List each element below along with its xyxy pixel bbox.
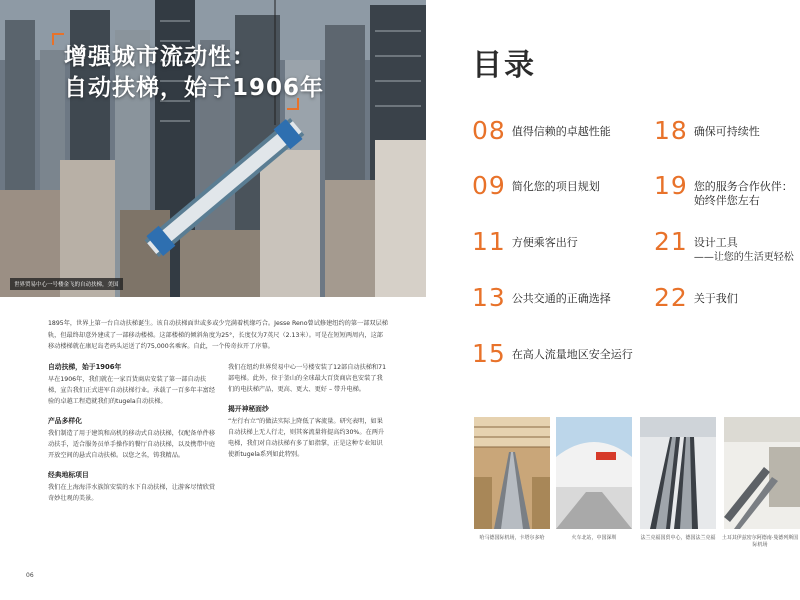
toc-page-number: 09 [472,171,506,200]
hero-photo [0,0,426,297]
toc-label [694,180,793,208]
toc-label: 值得信赖的卓越性能 [511,125,611,138]
section-text: 早在1906年，我们就在一家百货商店安装了第一部自动扶梯，宣告我们正式进军自动扶梯行业。承载了一百多年丰富经验的卓越工程造就我们的tugela自动扶梯。 [48,376,216,405]
title-bracket-top [52,33,64,45]
escalator-photo-izmir-airport [724,417,800,529]
toc-label: 简化您的项目规划 [511,180,600,193]
toc-label [694,236,794,265]
toc-page-number: 21 [654,227,688,256]
photo-caption: 哈马德国际机场，卡塔尔多哈 [479,535,545,541]
section-heading: 经典地标项目 [48,471,89,479]
toc-entry[interactable] [472,285,611,311]
toc-label: 确保可持续性 [693,125,760,138]
toc-label: 方便乘客出行 [511,236,578,249]
section-text: “左行右立”的做法实际上降低了客流量。研究表明，如果自动扶梯上无人行走，则其客流量将提高约30%。在两升电梯，我们对自动扶梯有多了如指掌，正是这种专业知识使新tugela系列如此特别。 [228,418,385,458]
escalator-photo-train-station [556,417,632,529]
section-heading: 产品多样化 [48,417,82,425]
toc-label-line2: 始终伴您左右 [693,194,760,207]
toc-entry[interactable] [472,118,611,144]
toc-page-number: 11 [472,227,506,256]
toc-label: 公共交通的正确选择 [511,292,611,305]
toc-title: 目录 [472,48,536,83]
section-heading: 揭开神秘面纱 [228,405,269,413]
hero-title-line1: 增强城市流动性： [64,44,256,70]
photo-caption: 火车北站，中国深圳 [571,535,617,541]
section-heading: 自动扶梯，始于1906年 [48,363,122,371]
toc-label: 关于我们 [693,292,738,305]
page-number: 06 [26,572,34,579]
toc-entry[interactable] [472,229,578,255]
toc-entry[interactable] [472,173,600,199]
toc-entry[interactable] [654,173,793,208]
toc-page-number: 19 [654,171,688,200]
toc-page-number: 15 [472,339,506,368]
toc-entry[interactable] [654,118,760,144]
toc-page-number: 22 [654,283,688,312]
toc-label-line2: ——让您的生活更轻松 [693,252,794,263]
toc-page-number: 08 [472,116,506,145]
escalator-photo-trade-center [640,417,716,529]
toc-label-line1: 您的服务合作伙伴： [693,180,793,193]
intro-paragraph: 1895年，世界上第一台自动扶梯诞生。该自动扶梯面世或多或少完满着机缘巧合。Jesse Reno曾试修建纽约的第一部双层梯轨，但最终却意外建成了一部移动楼梯。这部楼梯的倾斜角度为25°，长度仅为7英尺（2.13米）。可是在短短两周内，这部移动楼梯就在康尼岛老码头运送了约75,000名乘客。自此，一个传奇拉开了序幕。 [48,320,388,350]
escalator-photo-airport [474,417,550,529]
section-text: 我们在上海海洋水族馆安装的水下自动扶梯，让游客尽情欣赏奇妙壮观的美景。 [48,484,216,502]
toc-entry[interactable] [472,341,633,367]
toc-entry[interactable] [654,229,794,265]
photo-caption: 法兰克福国贸中心，德国法兰克福 [640,535,716,541]
left-column [48,362,216,513]
hero-caption: 世界贸易中心一号楼金飞的自动扶梯，美国 [10,278,123,290]
toc-label-line1: 设计工具 [693,236,738,249]
toc-entry[interactable] [654,285,738,311]
photo-caption: 土耳其伊兹密尔阿德南·曼德列斯国际机场 [721,535,799,548]
toc-label: 在高人流量地区安全运行 [511,348,633,361]
toc-page-number: 13 [472,283,506,312]
section-text: 我们制造了用于建筑和高机的移动式自动扶梯，仅配备单件移动扶手，适合服务员单手操作的餐厅自动扶梯，以及携带中庭开放空间的悬式自动扶梯。以您之名，铸我精品。 [48,430,216,459]
section-text: 我们在纽约世界贸易中心一号楼安装了12部自动扶梯和71部电梯。此外，位于釜山的全球最大百货商店也安装了我们的电扶梯产品，更高、更大、更好 – 带升电梯。 [228,364,387,393]
toc-page-number: 18 [654,116,688,145]
right-column [228,362,388,469]
hero-title-line2: 自动扶梯，始于1906年 [64,75,325,101]
hero-title [64,42,324,104]
